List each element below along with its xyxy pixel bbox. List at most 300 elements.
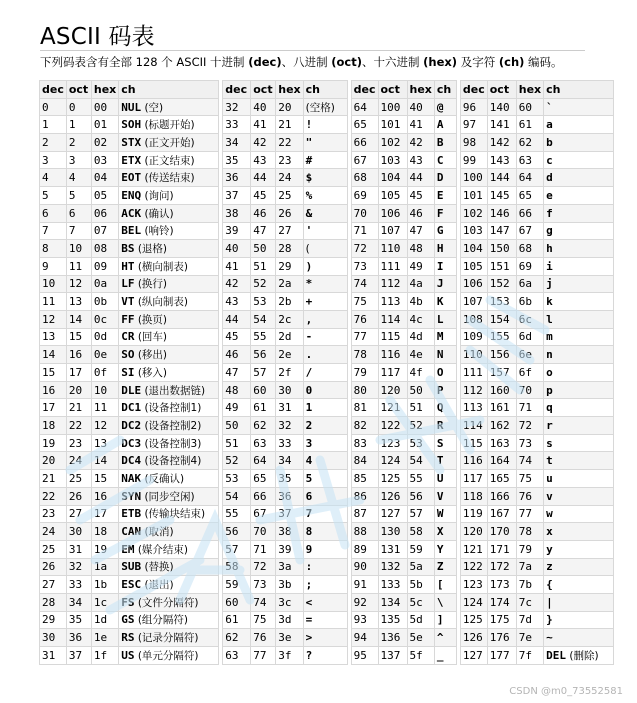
- cell-ch: 3: [303, 434, 347, 452]
- cell-hex: 70: [516, 381, 543, 399]
- cell-ch: EOT (传送结束): [119, 169, 219, 187]
- cell-hex: 72: [516, 417, 543, 435]
- cell-hex: 76: [516, 487, 543, 505]
- cell-hex: 35: [276, 470, 303, 488]
- cell-hex: 5e: [407, 629, 434, 647]
- cell-hex: 50: [407, 381, 434, 399]
- cell-dec: 17: [40, 399, 67, 417]
- table-row: [40, 452, 219, 470]
- intro-paragraph: [40, 54, 563, 70]
- table-row: [223, 452, 347, 470]
- cell-dec: 98: [460, 134, 487, 152]
- table-row: [40, 417, 219, 435]
- table-row: [223, 540, 347, 558]
- cell-dec: 9: [40, 257, 67, 275]
- cell-dec: 45: [223, 328, 251, 346]
- cell-ch: Y: [434, 540, 456, 558]
- cell-dec: 47: [223, 364, 251, 382]
- intro-text: 、十六进制: [361, 55, 424, 69]
- cell-ch: US (单元分隔符): [119, 647, 219, 665]
- intro-text: 下列码表含有全部 128 个 ASCII 十进制: [40, 55, 249, 69]
- cell-dec: 7: [40, 222, 67, 240]
- table-row: [40, 523, 219, 541]
- cell-ch: K: [434, 293, 456, 311]
- cell-hex: 59: [407, 540, 434, 558]
- cell-oct: 52: [251, 275, 276, 293]
- cell-hex: 28: [276, 240, 303, 258]
- cell-oct: 167: [487, 505, 516, 523]
- cell-dec: 96: [460, 98, 487, 116]
- cell-oct: 61: [251, 399, 276, 417]
- cell-oct: 115: [378, 328, 407, 346]
- cell-oct: 144: [487, 169, 516, 187]
- table-row: [351, 346, 456, 364]
- column-header-oct: oct: [378, 81, 407, 99]
- table-row: [460, 470, 613, 488]
- column-header-hex: hex: [516, 81, 543, 99]
- cell-ch: B: [434, 134, 456, 152]
- cell-ch: l: [544, 310, 614, 328]
- cell-dec: 59: [223, 576, 251, 594]
- cell-ch: ,: [303, 310, 347, 328]
- table-row: [223, 116, 347, 134]
- cell-ch: GS (组分隔符): [119, 611, 219, 629]
- cell-oct: 120: [378, 381, 407, 399]
- cell-oct: 145: [487, 187, 516, 205]
- cell-oct: 74: [251, 593, 276, 611]
- cell-dec: 40: [223, 240, 251, 258]
- table-row: [40, 98, 219, 116]
- table-row: [40, 328, 219, 346]
- cell-hex: 7f: [516, 647, 543, 665]
- cell-hex: 6f: [516, 364, 543, 382]
- cell-dec: 26: [40, 558, 67, 576]
- cell-oct: 41: [251, 116, 276, 134]
- cell-dec: 90: [351, 558, 378, 576]
- cell-oct: 105: [378, 187, 407, 205]
- cell-ch: DC3 (设备控制3): [119, 434, 219, 452]
- cell-ch: VT (纵向制表): [119, 293, 219, 311]
- cell-dec: 16: [40, 381, 67, 399]
- cell-oct: 50: [251, 240, 276, 258]
- cell-oct: 0: [66, 98, 91, 116]
- cell-ch: 6: [303, 487, 347, 505]
- cell-dec: 101: [460, 187, 487, 205]
- cell-hex: 0a: [91, 275, 118, 293]
- cell-dec: 70: [351, 204, 378, 222]
- cell-ch: 1: [303, 399, 347, 417]
- cell-dec: 119: [460, 505, 487, 523]
- table-row: [351, 611, 456, 629]
- table-row: [223, 98, 347, 116]
- cell-hex: 3a: [276, 558, 303, 576]
- cell-hex: 52: [407, 417, 434, 435]
- table-row: [40, 240, 219, 258]
- cell-hex: 00: [91, 98, 118, 116]
- cell-oct: 37: [66, 647, 91, 665]
- cell-ch: U: [434, 470, 456, 488]
- table-row: [223, 328, 347, 346]
- column-header-ch: ch: [434, 81, 456, 99]
- cell-dec: 80: [351, 381, 378, 399]
- cell-dec: 43: [223, 293, 251, 311]
- cell-dec: 8: [40, 240, 67, 258]
- cell-ch: m: [544, 328, 614, 346]
- cell-oct: 14: [66, 310, 91, 328]
- table-row: [460, 222, 613, 240]
- cell-hex: 18: [91, 523, 118, 541]
- cell-ch: p: [544, 381, 614, 399]
- cell-hex: 4c: [407, 310, 434, 328]
- cell-oct: 30: [66, 523, 91, 541]
- cell-oct: 125: [378, 470, 407, 488]
- cell-oct: 166: [487, 487, 516, 505]
- table-row: [351, 364, 456, 382]
- cell-dec: 12: [40, 310, 67, 328]
- cell-ch: <: [303, 593, 347, 611]
- table-row: [40, 540, 219, 558]
- cell-ch: i: [544, 257, 614, 275]
- cell-hex: 54: [407, 452, 434, 470]
- cell-oct: 101: [378, 116, 407, 134]
- cell-hex: 7d: [516, 611, 543, 629]
- cell-oct: 67: [251, 505, 276, 523]
- cell-ch: k: [544, 293, 614, 311]
- cell-hex: 1c: [91, 593, 118, 611]
- cell-ch: %: [303, 187, 347, 205]
- cell-ch: ACK (确认): [119, 204, 219, 222]
- cell-ch: s: [544, 434, 614, 452]
- cell-hex: 25: [276, 187, 303, 205]
- cell-dec: 67: [351, 151, 378, 169]
- cell-ch: _: [434, 647, 456, 665]
- cell-ch: R: [434, 417, 456, 435]
- cell-dec: 48: [223, 381, 251, 399]
- table-row: [460, 169, 613, 187]
- cell-ch: q: [544, 399, 614, 417]
- cell-oct: 142: [487, 134, 516, 152]
- table-row: [223, 558, 347, 576]
- cell-dec: 125: [460, 611, 487, 629]
- cell-ch: \: [434, 593, 456, 611]
- cell-hex: 20: [276, 98, 303, 116]
- table-row: [460, 293, 613, 311]
- cell-oct: 36: [66, 629, 91, 647]
- cell-oct: 114: [378, 310, 407, 328]
- cell-dec: 54: [223, 487, 251, 505]
- cell-ch: SO (移出): [119, 346, 219, 364]
- cell-oct: 47: [251, 222, 276, 240]
- cell-hex: 31: [276, 399, 303, 417]
- cell-hex: 17: [91, 505, 118, 523]
- table-row: [460, 151, 613, 169]
- cell-hex: 67: [516, 222, 543, 240]
- table-row: [460, 593, 613, 611]
- table-row: [40, 364, 219, 382]
- cell-dec: 114: [460, 417, 487, 435]
- cell-oct: 124: [378, 452, 407, 470]
- cell-dec: 122: [460, 558, 487, 576]
- cell-oct: 2: [66, 134, 91, 152]
- cell-ch: FF (换页): [119, 310, 219, 328]
- cell-dec: 24: [40, 523, 67, 541]
- table-row: [223, 346, 347, 364]
- table-row: [351, 647, 456, 665]
- cell-ch: M: [434, 328, 456, 346]
- table-row: [40, 399, 219, 417]
- cell-oct: 151: [487, 257, 516, 275]
- cell-dec: 64: [351, 98, 378, 116]
- cell-ch: I: [434, 257, 456, 275]
- cell-hex: 55: [407, 470, 434, 488]
- table-row: [40, 434, 219, 452]
- cell-hex: 5a: [407, 558, 434, 576]
- cell-oct: 147: [487, 222, 516, 240]
- cell-dec: 30: [40, 629, 67, 647]
- cell-oct: 163: [487, 434, 516, 452]
- cell-dec: 94: [351, 629, 378, 647]
- cell-oct: 102: [378, 134, 407, 152]
- cell-ch: FS (文件分隔符): [119, 593, 219, 611]
- cell-oct: 73: [251, 576, 276, 594]
- cell-hex: 29: [276, 257, 303, 275]
- cell-dec: 66: [351, 134, 378, 152]
- table-row: [223, 399, 347, 417]
- cell-ch: ETB (传输块结束): [119, 505, 219, 523]
- cell-oct: 107: [378, 222, 407, 240]
- cell-oct: 17: [66, 364, 91, 382]
- cell-dec: 112: [460, 381, 487, 399]
- table-row: [40, 257, 219, 275]
- cell-oct: 130: [378, 523, 407, 541]
- cell-dec: 87: [351, 505, 378, 523]
- table-row: [460, 204, 613, 222]
- cell-hex: 4e: [407, 346, 434, 364]
- cell-dec: 78: [351, 346, 378, 364]
- table-row: [460, 134, 613, 152]
- cell-ch: 0: [303, 381, 347, 399]
- cell-dec: 84: [351, 452, 378, 470]
- cell-dec: 56: [223, 523, 251, 541]
- cell-hex: 26: [276, 204, 303, 222]
- cell-dec: 102: [460, 204, 487, 222]
- cell-hex: 71: [516, 399, 543, 417]
- cell-dec: 120: [460, 523, 487, 541]
- cell-oct: 46: [251, 204, 276, 222]
- cell-dec: 93: [351, 611, 378, 629]
- table-row: [40, 116, 219, 134]
- cell-oct: 7: [66, 222, 91, 240]
- table-row: [460, 452, 613, 470]
- cell-dec: 110: [460, 346, 487, 364]
- table-row: [40, 629, 219, 647]
- table-row: [223, 169, 347, 187]
- column-header-dec: dec: [460, 81, 487, 99]
- cell-hex: 22: [276, 134, 303, 152]
- cell-dec: 77: [351, 328, 378, 346]
- cell-hex: 69: [516, 257, 543, 275]
- intro-text: 编码。: [524, 55, 563, 69]
- cell-dec: 32: [223, 98, 251, 116]
- cell-hex: 2b: [276, 293, 303, 311]
- cell-hex: 0e: [91, 346, 118, 364]
- table-row: [460, 240, 613, 258]
- intro-ch: (ch): [498, 55, 525, 69]
- cell-oct: 45: [251, 187, 276, 205]
- table-row: [351, 187, 456, 205]
- cell-ch: 8: [303, 523, 347, 541]
- table-row: [223, 434, 347, 452]
- cell-dec: 38: [223, 204, 251, 222]
- cell-dec: 13: [40, 328, 67, 346]
- cell-hex: 6b: [516, 293, 543, 311]
- cell-oct: 76: [251, 629, 276, 647]
- cell-hex: 23: [276, 151, 303, 169]
- cell-oct: 21: [66, 399, 91, 417]
- cell-hex: 60: [516, 98, 543, 116]
- cell-oct: 4: [66, 169, 91, 187]
- table-row: [351, 434, 456, 452]
- ascii-table-2: [222, 80, 347, 665]
- table-row: [40, 505, 219, 523]
- table-row: [40, 275, 219, 293]
- cell-hex: 5d: [407, 611, 434, 629]
- cell-ch: n: [544, 346, 614, 364]
- cell-ch: -: [303, 328, 347, 346]
- cell-hex: 24: [276, 169, 303, 187]
- cell-ch: ': [303, 222, 347, 240]
- cell-dec: 11: [40, 293, 67, 311]
- cell-ch: v: [544, 487, 614, 505]
- cell-ch: b: [544, 134, 614, 152]
- cell-hex: 61: [516, 116, 543, 134]
- cell-dec: 99: [460, 151, 487, 169]
- table-row: [351, 222, 456, 240]
- cell-ch: H: [434, 240, 456, 258]
- cell-dec: 46: [223, 346, 251, 364]
- cell-hex: 43: [407, 151, 434, 169]
- cell-oct: 40: [251, 98, 276, 116]
- cell-hex: 0f: [91, 364, 118, 382]
- cell-ch: L: [434, 310, 456, 328]
- cell-oct: 77: [251, 647, 276, 665]
- column-header-dec: dec: [351, 81, 378, 99]
- table-row: [351, 257, 456, 275]
- cell-dec: 76: [351, 310, 378, 328]
- cell-hex: 45: [407, 187, 434, 205]
- cell-ch: 7: [303, 505, 347, 523]
- cell-hex: 2a: [276, 275, 303, 293]
- cell-hex: 7c: [516, 593, 543, 611]
- cell-hex: 0d: [91, 328, 118, 346]
- cell-dec: 62: [223, 629, 251, 647]
- cell-ch: !: [303, 116, 347, 134]
- table-row: [223, 257, 347, 275]
- cell-dec: 49: [223, 399, 251, 417]
- table-row: [351, 275, 456, 293]
- cell-oct: 24: [66, 452, 91, 470]
- cell-dec: 33: [223, 116, 251, 134]
- cell-dec: 27: [40, 576, 67, 594]
- cell-ch: BS (退格): [119, 240, 219, 258]
- cell-oct: 110: [378, 240, 407, 258]
- cell-hex: 3e: [276, 629, 303, 647]
- column-header-ch: ch: [303, 81, 347, 99]
- cell-ch: ): [303, 257, 347, 275]
- cell-oct: 63: [251, 434, 276, 452]
- cell-oct: 171: [487, 540, 516, 558]
- cell-hex: 1d: [91, 611, 118, 629]
- cell-ch: =: [303, 611, 347, 629]
- cell-hex: 68: [516, 240, 543, 258]
- cell-oct: 172: [487, 558, 516, 576]
- cell-hex: 2e: [276, 346, 303, 364]
- table-row: [351, 629, 456, 647]
- cell-dec: 109: [460, 328, 487, 346]
- cell-oct: 72: [251, 558, 276, 576]
- cell-dec: 42: [223, 275, 251, 293]
- cell-ch: @: [434, 98, 456, 116]
- cell-dec: 1: [40, 116, 67, 134]
- cell-hex: 6c: [516, 310, 543, 328]
- cell-ch: T: [434, 452, 456, 470]
- cell-dec: 14: [40, 346, 67, 364]
- cell-dec: 126: [460, 629, 487, 647]
- cell-hex: 32: [276, 417, 303, 435]
- cell-dec: 121: [460, 540, 487, 558]
- cell-oct: 103: [378, 151, 407, 169]
- table-row: [460, 505, 613, 523]
- ascii-table-1: [39, 80, 219, 665]
- cell-dec: 52: [223, 452, 251, 470]
- cell-dec: 108: [460, 310, 487, 328]
- table-row: [351, 417, 456, 435]
- table-row: [351, 540, 456, 558]
- cell-ch: t: [544, 452, 614, 470]
- table-row: [460, 576, 613, 594]
- cell-hex: 1a: [91, 558, 118, 576]
- cell-ch: z: [544, 558, 614, 576]
- cell-hex: 0c: [91, 310, 118, 328]
- cell-hex: 73: [516, 434, 543, 452]
- cell-oct: 165: [487, 470, 516, 488]
- cell-hex: 15: [91, 470, 118, 488]
- cell-hex: 01: [91, 116, 118, 134]
- cell-oct: 177: [487, 647, 516, 665]
- cell-dec: 97: [460, 116, 487, 134]
- cell-hex: 02: [91, 134, 118, 152]
- cell-ch: u: [544, 470, 614, 488]
- cell-dec: 117: [460, 470, 487, 488]
- cell-oct: 5: [66, 187, 91, 205]
- cell-hex: 4b: [407, 293, 434, 311]
- cell-oct: 6: [66, 204, 91, 222]
- cell-oct: 42: [251, 134, 276, 152]
- cell-dec: 22: [40, 487, 67, 505]
- cell-hex: 62: [516, 134, 543, 152]
- cell-oct: 141: [487, 116, 516, 134]
- table-row: [223, 576, 347, 594]
- table-row: [40, 134, 219, 152]
- cell-oct: 53: [251, 293, 276, 311]
- cell-ch: *: [303, 275, 347, 293]
- cell-dec: 10: [40, 275, 67, 293]
- cell-dec: 111: [460, 364, 487, 382]
- cell-hex: 6e: [516, 346, 543, 364]
- cell-ch: }: [544, 611, 614, 629]
- cell-oct: 1: [66, 116, 91, 134]
- cell-oct: 173: [487, 576, 516, 594]
